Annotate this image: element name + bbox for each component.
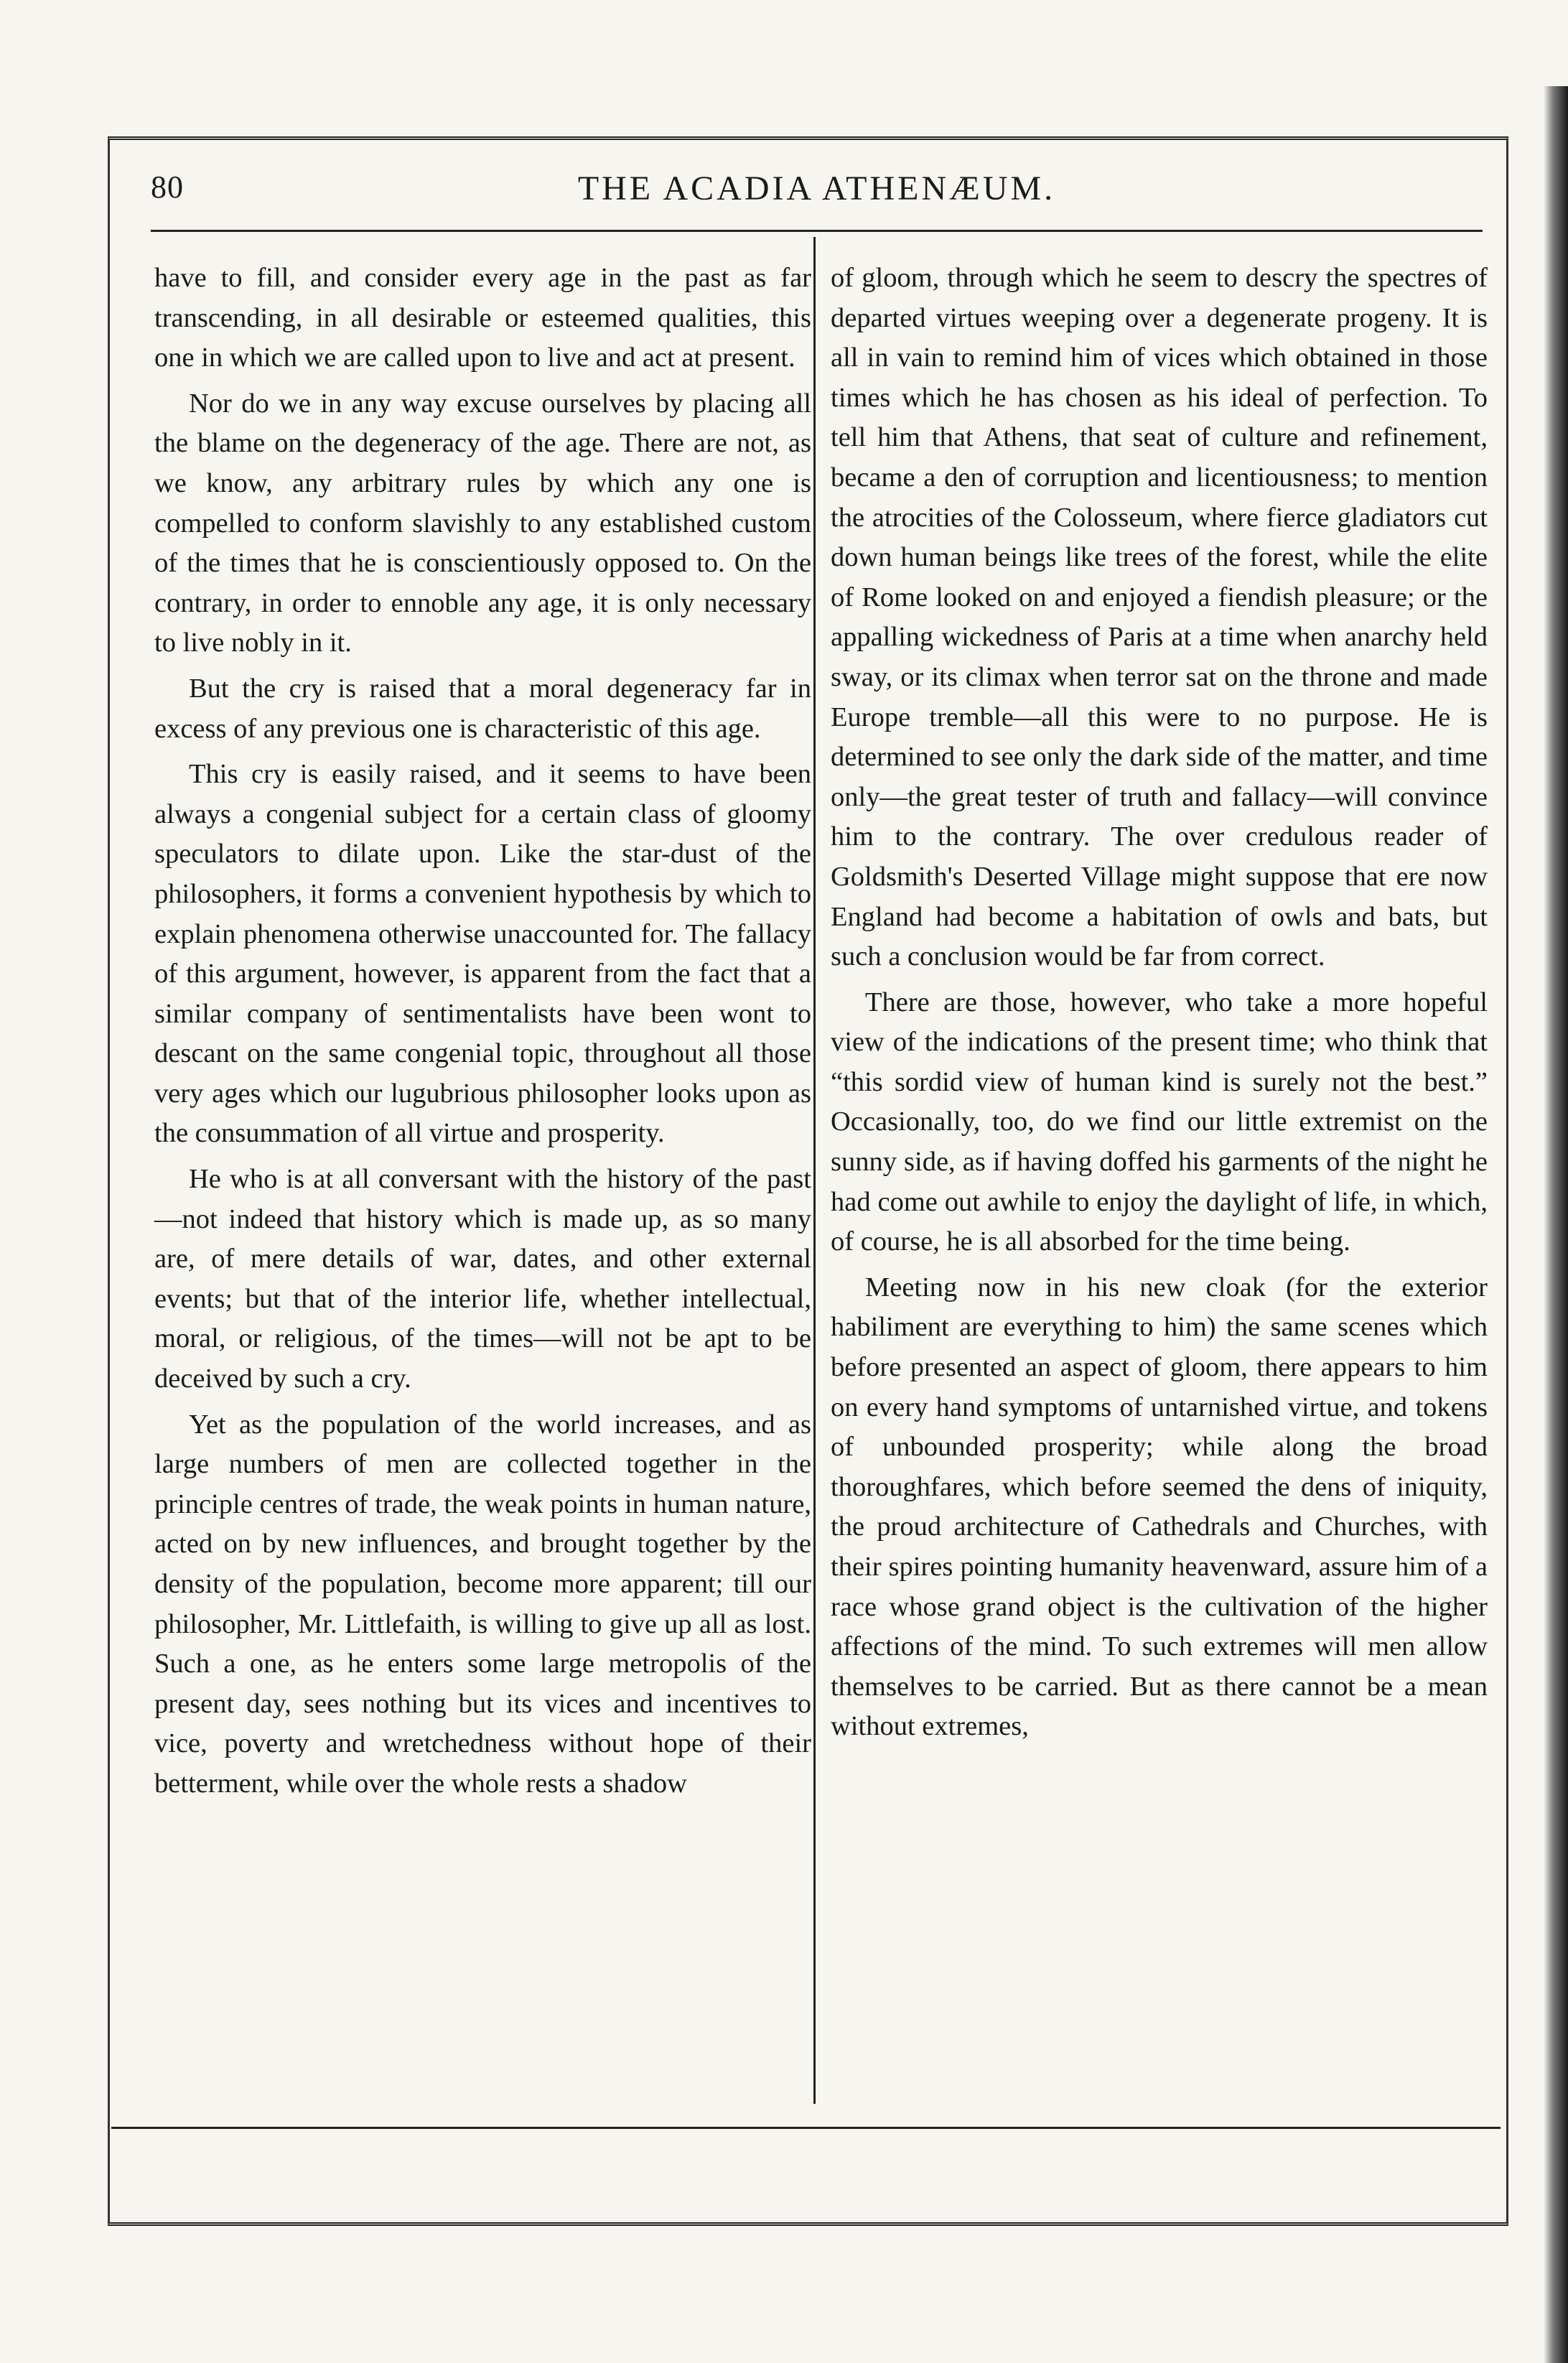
paragraph: have to fill, and consider every age in the past as far transcending, in all desirable or esteemed qualities, this one in which we are called upon to live and act at present.	[154, 263, 811, 373]
left-column	[154, 258, 811, 1810]
paragraph: He who is at all conversant with the history of the past—not indeed that history which is made up, as so many are, of mere details of war, dates, and other external events; but that of the interior life, whether intellectual, moral, or religious, of the times—will not be apt to be deceived by such a cry.	[154, 1164, 811, 1394]
right-column	[831, 258, 1488, 1753]
paragraph: This cry is easily raised, and it seems to have been always a congenial subject for a certain class of gloomy speculators to dilate upon. Like the star-dust of the philosophers, it forms a convenient hypothesis by which to explain phenomena otherwise unaccounted for. The fallacy of this argument, however, is apparent from the fact that a similar company of sentimentalists have been wont to descant on the same congenial topic, throughout all those very ages which our lugubrious philosopher looks upon as the consummation of all virtue and prosperity.	[154, 759, 811, 1149]
paragraph: There are those, however, who take a more hopeful view of the indications of the present time; who think that “this sordid view of human kind is surely not the best.” Occasionally, too, do we find our little extremist on the sunny side, as if having doffed his garments of the night he had come out awhile to enjoy the daylight of life, in which, of course, he is all absorbed for the time being.	[831, 987, 1488, 1257]
paragraph: But the cry is raised that a moral degeneracy far in excess of any previous one is characteristic of this age.	[154, 673, 811, 744]
footer-rule	[111, 2127, 1501, 2129]
paragraph: of gloom, through which he seem to descry the spectres of departed virtues weeping over a degenerate progeny. It is all in vain to remind him of vices which obtained in those times which he has chosen as his ideal of perfection. To tell him that Athens, that seat of culture and refinement, became a den of corruption and licentiousness; to mention the atrocities of the Colosseum, where fierce gladiators cut down human beings like trees of the forest, while the elite of Rome looked on and enjoyed a fiendish pleasure; or the appalling wickedness of Paris at a time when anarchy held sway, or its climax when terror sat on the throne and made Europe tremble—all this were to no purpose. He is determined to see only the dark side of the matter, and time only—the great tester of truth and fallacy—will convince him to the contrary. The over credulous reader of Goldsmith's Deserted Village might suppose that ere now England had become a habitation of owls and bats, but such a conclusion would be far from correct.	[831, 263, 1488, 972]
paragraph: Meeting now in his new cloak (for the exterior habiliment are everything to him) the same scenes which before presented an aspect of gloom, there appears to him on every hand symptoms of untarnished virtue, and tokens of unbounded prosperity; while along the broad thoroughfares, which before seemed the dens of iniquity, the proud architecture of Cathedrals and Churches, with their spires pointing humanity heavenward, assure him of a race whose grand object is the cultivation of the higher affections of the mind. To such extremes will men allow themselves to be carried. But as there cannot be a mean without extremes,	[831, 1272, 1488, 1742]
journal-title: THE ACADIA ATHENÆUM.	[577, 169, 1056, 208]
page-edge-shadow	[1544, 86, 1568, 2363]
page-number: 80	[151, 169, 184, 205]
paragraph: Nor do we in any way excuse ourselves by placing all the blame on the degeneracy of the age. There are not, as we know, any arbitrary rules by which any one is compelled to conform slavishly to any established custom of the times that he is conscientiously opposed to. On the contrary, in order to ennoble any age, it is only necessary to live nobly in it.	[154, 388, 811, 658]
page-header	[151, 169, 1483, 233]
header-rule	[151, 230, 1483, 232]
column-divider	[813, 237, 816, 2104]
paragraph: Yet as the population of the world increases, and as large numbers of men are collected together in the principle centres of trade, the weak points in human nature, acted on by new influences, and brought together by the density of the population, become more apparent; till our philosopher, Mr. Littlefaith, is willing to give up all as lost. Such a one, as he enters some large metropolis of the present day, sees nothing but its vices and incentives to vice, poverty and wretchedness without hope of their betterment, while over the whole rests a shadow	[154, 1409, 811, 1799]
